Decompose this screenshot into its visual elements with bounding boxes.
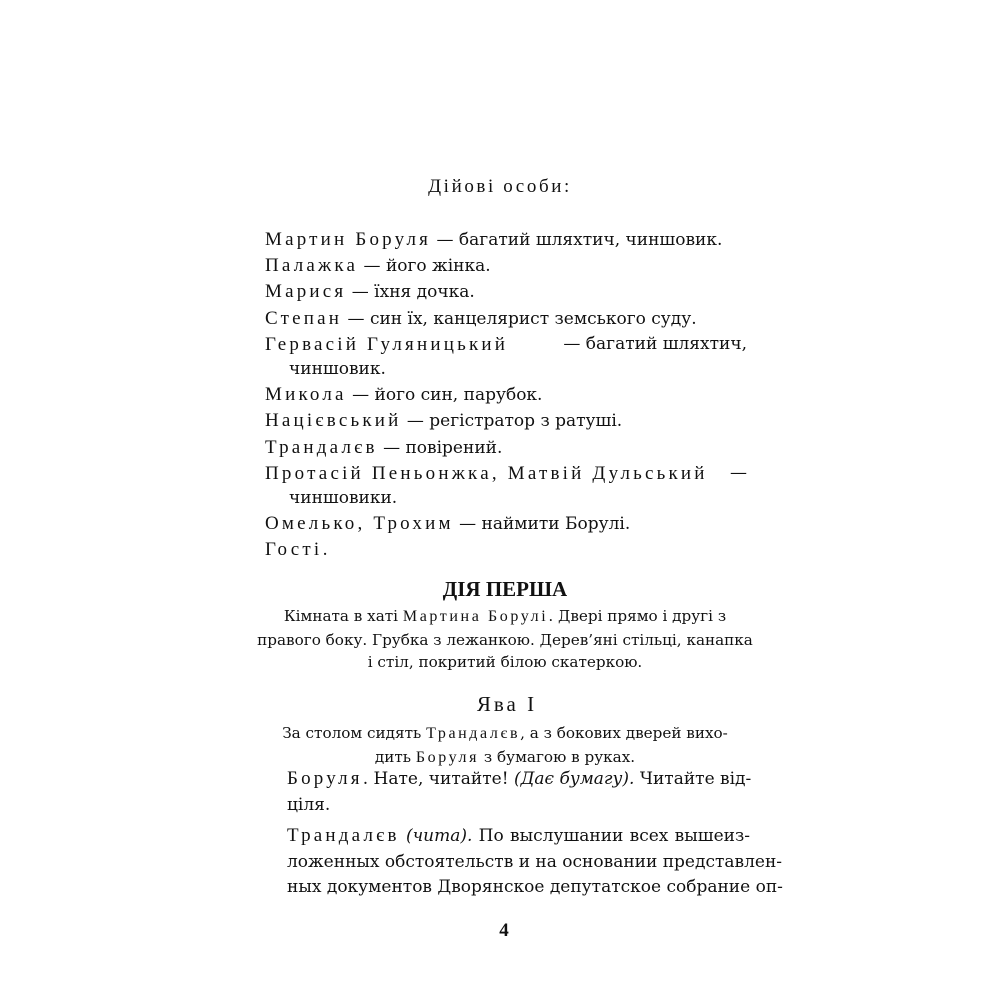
cast-name: Гервасій Гуляницький <box>265 333 509 355</box>
cast-name: Мартин Боруля <box>265 229 432 250</box>
stage-text: Кімната в хаті <box>283 607 403 625</box>
scene-direction <box>258 722 752 769</box>
cast-entry-continuation: чиншовик. <box>289 359 386 380</box>
speech-text: По выслушании всех вышеиз- <box>472 826 750 846</box>
cast-name: Степан <box>265 307 343 329</box>
scene-text: з бумагою в руках. <box>479 747 636 766</box>
cast-entry <box>265 537 747 563</box>
stage-direction-line: і стіл, покритий білою скатеркою. <box>367 653 643 671</box>
cast-entry <box>265 306 747 332</box>
cast-list <box>265 227 747 564</box>
cast-description: — його син, парубок. <box>346 385 543 406</box>
scene-text: дить <box>374 747 416 766</box>
dialogue-paragraph <box>265 823 783 901</box>
dialogue-paragraph <box>265 766 750 818</box>
stage-text: . Двері прямо і другі з <box>548 607 727 625</box>
cast-entry <box>265 382 747 408</box>
scene-direction-line <box>258 722 752 746</box>
character-name: Трандалєв <box>426 725 521 742</box>
dialogue-line: ложенных обстоятельств и на основании представлен- <box>287 851 783 872</box>
speech-text: Читайте від- <box>634 769 752 789</box>
cast-description: — наймити Борулі. <box>453 514 631 535</box>
cast-description: — повірений. <box>377 437 503 458</box>
cast-entry <box>265 279 747 305</box>
cast-entry <box>265 408 747 434</box>
cast-name: Трандалєв <box>265 436 378 458</box>
dramatis-personae-heading: Дійові особи: <box>428 176 572 197</box>
cast-entry <box>265 435 747 461</box>
act-title: ДІЯ ПЕРША <box>442 577 568 601</box>
cast-name: Палажка <box>265 255 359 277</box>
cast-entry <box>265 461 747 486</box>
character-name: Мартина Борулі <box>402 608 549 625</box>
cast-description: — регістратор з ратуші. <box>401 411 623 432</box>
cast-entry <box>265 227 747 253</box>
cast-name: Націєвський <box>265 410 402 432</box>
stage-remark: (Дає бумагу). <box>513 769 635 789</box>
dialogue <box>265 766 783 901</box>
speaker-name: Трандалєв <box>287 825 400 846</box>
cast-name: Протасій Пеньонжка, Матвій Дульський <box>265 462 708 484</box>
cast-name: Микола <box>265 384 347 406</box>
cast-entry <box>265 253 747 279</box>
cast-entry <box>265 511 747 537</box>
cast-description: — його жінка. <box>358 256 491 277</box>
cast-name: Омелько, Трохим <box>265 513 454 535</box>
cast-name: Гості <box>265 539 323 561</box>
character-name: Боруля <box>415 748 480 766</box>
scene-title: Ява I <box>476 692 538 716</box>
stage-direction <box>255 605 755 674</box>
page-number: 4 <box>499 920 509 941</box>
scene-text: За столом сидять <box>282 724 427 742</box>
cast-description: — їхня дочка. <box>346 282 475 303</box>
speaker-name: Боруля <box>287 768 363 789</box>
cast-entry <box>265 332 747 357</box>
cast-description: — багатий шляхтич, чиншовик. <box>431 230 723 250</box>
cast-entry-continuation: чиншовики. <box>289 488 398 509</box>
speech-text: . Нате, читайте! <box>362 769 514 789</box>
dialogue-line: ных документов Дворянское депутатское собрание оп- <box>287 877 783 897</box>
dialogue-line: ціля. <box>287 794 331 815</box>
stage-remark: (чита). <box>399 826 473 846</box>
cast-name: Марися <box>265 281 347 303</box>
cast-description: — багатий шляхтич, <box>563 333 747 354</box>
dialogue-line <box>265 766 750 793</box>
cast-description: — <box>730 462 747 483</box>
scene-text: , а з бокових дверей вихо- <box>520 724 728 742</box>
stage-direction-line: правого боку. Грубка з лежанкою. Дерев’яні стільці, канапка <box>257 630 753 649</box>
cast-description: . <box>322 540 328 561</box>
dialogue-line <box>265 823 750 850</box>
cast-description: — син їх, канцелярист земського суду. <box>342 308 697 329</box>
stage-direction-line <box>255 605 755 629</box>
